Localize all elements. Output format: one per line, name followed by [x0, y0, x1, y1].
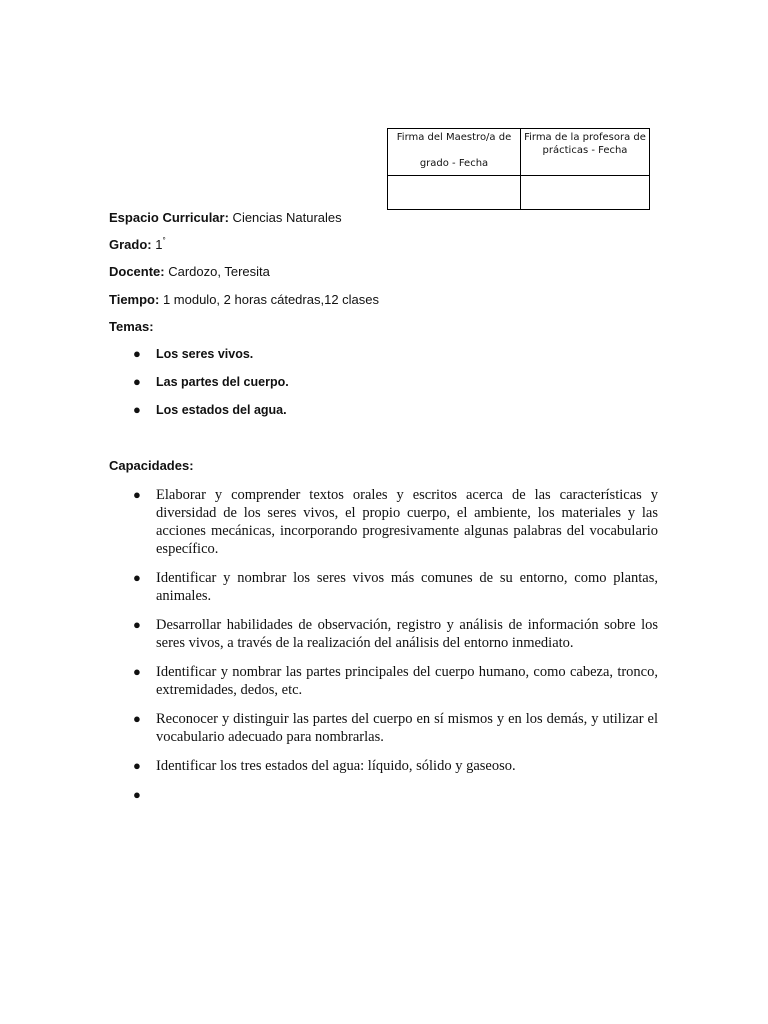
grado-field — [109, 237, 166, 253]
docente-value: Cardozo, Teresita — [164, 264, 270, 279]
tiempo-field — [109, 292, 379, 308]
list-item — [109, 710, 658, 746]
docente-label: Docente: — [109, 264, 165, 279]
list-item — [109, 402, 289, 430]
espacio-curricular-value: Ciencias Naturales — [228, 210, 342, 225]
temas-heading — [109, 319, 154, 335]
list-item — [109, 616, 658, 652]
practice-professor-signature-header: Firma de la profesora de prácticas - Fecha — [521, 129, 650, 176]
tiempo-label: Tiempo: — [109, 292, 160, 307]
grado-superscript: ° — [162, 236, 166, 245]
capacidad-text: Elaborar y comprender textos orales y escritos acerca de las características y diversidad de los seres vivos, el propio cuerpo, el ambiente, los materiales y las acciones mecánicas, incorporando progresivamente algunas palabras del vocabulario específico. — [156, 487, 658, 557]
list-item — [109, 569, 658, 605]
bullet-icon: ● — [133, 711, 141, 726]
bullet-icon: ● — [133, 570, 141, 585]
bullet-icon: ● — [133, 487, 141, 502]
signature-table — [387, 128, 650, 210]
bullet-icon: ● — [133, 787, 141, 802]
tiempo-value: 1 modulo, 2 horas cátedras,12 clases — [159, 292, 380, 307]
bullet-icon: ● — [133, 346, 141, 361]
capacidades-list — [109, 486, 658, 815]
grado-label: Grado: — [109, 237, 152, 252]
teacher-signature-header: Firma del Maestro/a de grado - Fecha — [388, 129, 521, 176]
temas-label: Temas: — [109, 319, 154, 334]
list-item — [109, 486, 658, 558]
signature-header-row — [388, 129, 650, 176]
list-item — [109, 663, 658, 699]
signature-blank-row — [388, 176, 650, 210]
espacio-curricular-label: Espacio Curricular: — [109, 210, 229, 225]
list-item — [109, 346, 289, 374]
capacidad-text: Identificar y nombrar los seres vivos más comunes de su entorno, como plantas, animales. — [156, 570, 658, 604]
grado-value: 1 — [151, 237, 163, 252]
list-item — [109, 786, 658, 804]
practice-professor-signature-cell — [521, 176, 650, 210]
capacidad-text: Reconocer y distinguir las partes del cuerpo en sí mismos y en los demás, y utilizar el vocabulario adecuado para nombrarlas. — [156, 711, 658, 745]
tema-text: Los estados del agua. — [156, 403, 287, 417]
bullet-icon: ● — [133, 402, 141, 417]
capacidades-heading — [109, 458, 194, 474]
capacidad-text: Identificar y nombrar las partes principales del cuerpo humano, como cabeza, tronco, extremidades, dedos, etc. — [156, 664, 658, 698]
tema-text: Las partes del cuerpo. — [156, 375, 289, 389]
capacidad-text: Identificar los tres estados del agua: líquido, sólido y gaseoso. — [156, 758, 516, 774]
bullet-icon: ● — [133, 758, 141, 773]
bullet-icon: ● — [133, 617, 141, 632]
bullet-icon: ● — [133, 664, 141, 679]
list-item — [109, 374, 289, 402]
capacidades-label: Capacidades: — [109, 458, 194, 473]
espacio-curricular-field — [109, 210, 342, 226]
list-item — [109, 757, 658, 775]
bullet-icon: ● — [133, 374, 141, 389]
tema-text: Los seres vivos. — [156, 347, 254, 361]
docente-field — [109, 264, 270, 280]
temas-list — [109, 346, 289, 430]
capacidad-text: Desarrollar habilidades de observación, registro y análisis de información sobre los seres vivos, a través de la realización del análisis del entorno inmediato. — [156, 617, 658, 651]
teacher-signature-cell — [388, 176, 521, 210]
